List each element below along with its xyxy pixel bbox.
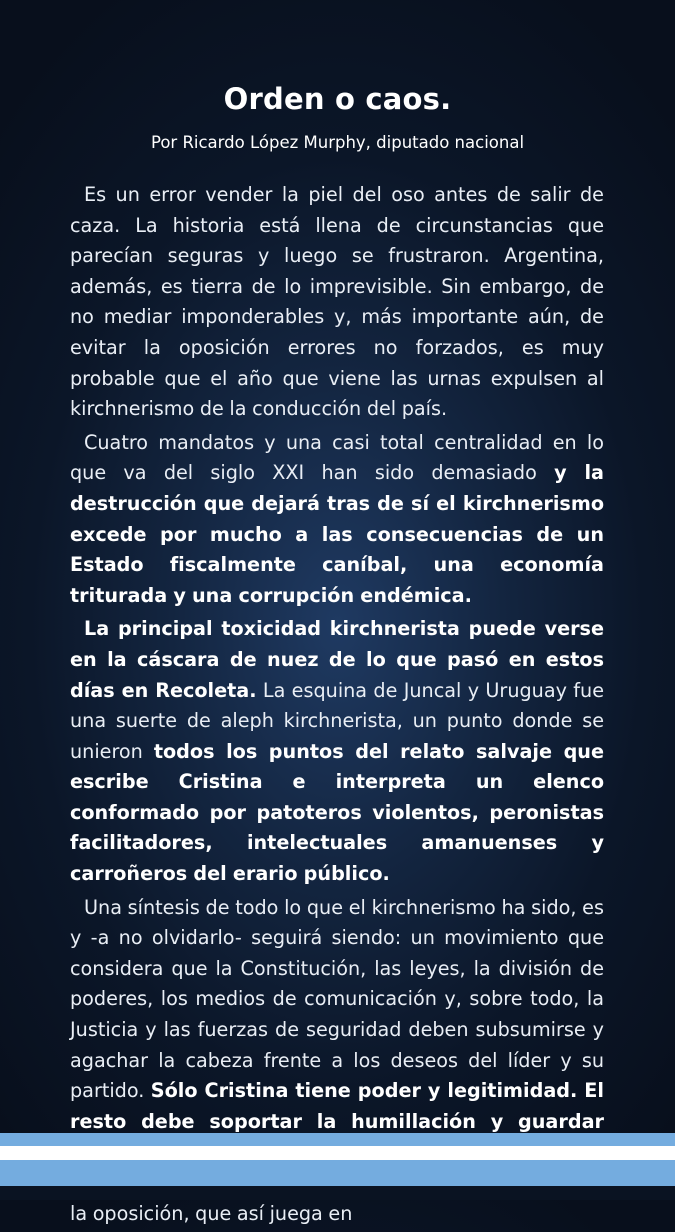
footer-band [0,1186,675,1200]
flag-stripe-white [0,1146,675,1160]
paragraph-3-text: La esquina de Juncal y Uruguay fue una suerte de aleph kirchnerista, un punto donde se unieron [70,678,604,763]
byline: Por Ricardo López Murphy, diputado nacional [150,133,525,152]
paragraph-3-emphasis-tail: todos los puntos del relato salvaje que escribe Cristina e interpreta un elenco conformado por patoteros violentos, peronistas facilitadores, intelectuales amanuenses y carroñeros del erario público. [70,739,604,886]
paragraph-2-text: Cuatro mandatos y una casi total centralidad en lo que va del siglo XXI han sido demasiado [70,430,604,485]
paragraph-1 [70,180,604,425]
paragraph-4-text-tail: la oposición, que así juega en [70,1201,353,1225]
article-title: Orden o caos. [223,82,452,116]
paragraph-3-emphasis-lead: La principal toxicidad kirchnerista puede verse en la cáscara de nuez de lo que pasó en estos días en Recoleta. [70,617,604,702]
paragraph-3 [70,614,604,889]
paragraph-4-emphasis: Sólo Cristina tiene poder y legitimidad. El resto debe soportar la humillación y guardar [70,1079,604,1133]
paragraph-2 [70,428,604,612]
paragraph-4-text-lead: Una síntesis de todo lo que el kirchnerismo ha sido, es y -a no olvidarlo- seguirá siendo: un movimiento que considera que la Constitución, las leyes, la división de poderes, los medios de comunicación y, sobre todo, la Justicia y las fuerzas de seguridad deben subsumirse y agachar la cabeza frente a los deseos del líder y su partido. [70,895,604,1103]
flag-stripe-blue-bottom [0,1160,675,1186]
paragraph-2-emphasis: y la destrucción que dejará tras de sí el kirchnerismo excede por mucho a las consecuencias de un Estado fiscalmente caníbal, una economía triturada y una corrupción endémica. [70,461,605,607]
article-body [70,180,604,1232]
flag-stripe-blue-top [0,1133,675,1146]
paragraph-1-text: Es un error vender la piel del oso antes de salir de caza. La historia está llena de circunstancias que parecían seguras y luego se frustraron. Argentina, además, es tierra de lo imprevisible. Sin embargo, de no mediar imponderables y, más importante aún, de evitar la oposición errores no forzados, es muy probable que el año que viene las urnas expulsen al kirchnerismo de la conducción del país. [70,183,604,421]
